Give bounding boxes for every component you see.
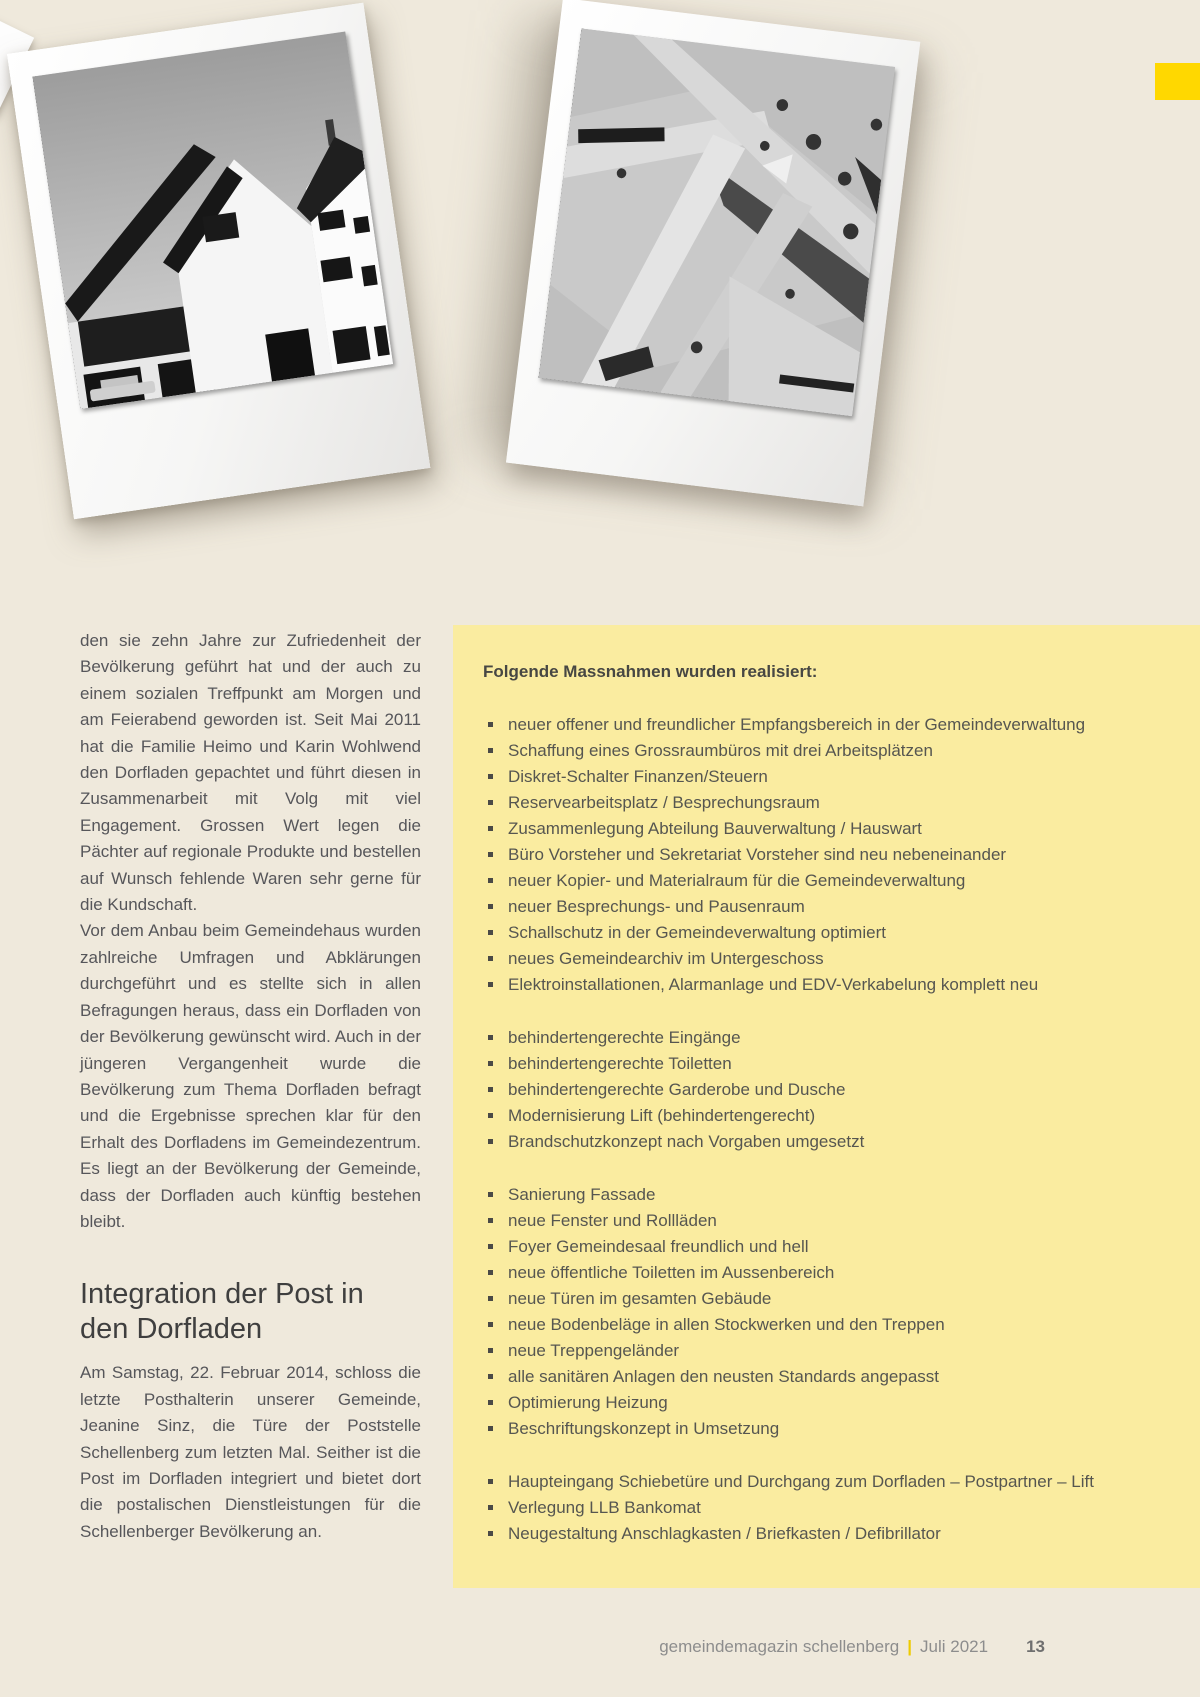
measure-item: Optimierung Heizung bbox=[488, 1390, 1160, 1416]
measure-item: Neugestaltung Anschlagkasten / Briefkasten / Defibrillator bbox=[488, 1521, 1160, 1547]
measure-item: behindertengerechte Eingänge bbox=[488, 1025, 1160, 1051]
footer-magazine-name: gemeindemagazin schellenberg bbox=[659, 1637, 900, 1656]
measure-item: Elektroinstallationen, Alarmanlage und EDV-Verkabelung komplett neu bbox=[488, 972, 1160, 998]
measure-item: Schaffung eines Grossraumbüros mit drei Arbeitsplätzen bbox=[488, 738, 1160, 764]
measure-item: neue Treppengeländer bbox=[488, 1338, 1160, 1364]
article-paragraph-3: Am Samstag, 22. Februar 2014, schloss die letzte Posthalterin unserer Gemeinde, Jeanine Sinz, die Türe der Poststelle Schellenberg zum letzten Mal. Seither ist die Post im Dorfladen integriert und bietet dort die postalischen Dienstleistungen für die Schellenberger Bevölkerung an. bbox=[80, 1363, 421, 1541]
footer-separator: | bbox=[907, 1637, 913, 1656]
measure-item: Haupteingang Schiebetüre und Durchgang zum Dorfladen – Postpartner – Lift bbox=[488, 1469, 1160, 1495]
article-paragraph-2: Vor dem Anbau beim Gemeindehaus wurden zahlreiche Umfragen und Abklärungen durchgeführt und es stellte sich in allen Befragungen heraus, dass ein Dorfladen von der Bevölkerung gewünscht wird. Auch in der jüngeren Vergangenheit wurde die Bevölkerung zum Thema Dorfladen befragt und die Ergebnisse sprechen klar für den Erhalt des Dorfladens im Gemeindezentrum. Es liegt an der Bevölkerung der Gemeinde, dass der Dorfladen auch künftig bestehen bleibt. bbox=[80, 921, 421, 1231]
roof-timber-photo bbox=[539, 28, 896, 416]
article-heading-line-1: Integration der Post in bbox=[80, 1278, 364, 1311]
article-column bbox=[80, 628, 421, 1545]
measure-item: Sanierung Fassade bbox=[488, 1182, 1160, 1208]
yellow-corner-tab bbox=[1155, 63, 1200, 100]
measure-item: neue öffentliche Toiletten im Aussenbereich bbox=[488, 1260, 1160, 1286]
measure-item: neuer Kopier- und Materialraum für die Gemeindeverwaltung bbox=[488, 868, 1160, 894]
measure-item: behindertengerechte Garderobe und Dusche bbox=[488, 1077, 1160, 1103]
page-number: 13 bbox=[1026, 1637, 1045, 1656]
measure-item: neue Fenster und Rollläden bbox=[488, 1208, 1160, 1234]
measures-group-2 bbox=[488, 1025, 1160, 1155]
measure-item: behindertengerechte Toiletten bbox=[488, 1051, 1160, 1077]
polaroid-photo-roof-timber bbox=[506, 0, 920, 506]
measure-item: Brandschutzkonzept nach Vorgaben umgesetzt bbox=[488, 1129, 1160, 1155]
measure-item: neues Gemeindearchiv im Untergeschoss bbox=[488, 946, 1160, 972]
measure-item: Foyer Gemeindesaal freundlich und hell bbox=[488, 1234, 1160, 1260]
measures-box-title: Folgende Massnahmen wurden realisiert: bbox=[483, 662, 818, 681]
measure-item: neue Bodenbeläge in allen Stockwerken und den Treppen bbox=[488, 1312, 1160, 1338]
measures-box bbox=[453, 625, 1200, 1588]
measure-item: Schallschutz in der Gemeindeverwaltung optimiert bbox=[488, 920, 1160, 946]
measure-item: Modernisierung Lift (behindertengerecht) bbox=[488, 1103, 1160, 1129]
polaroid-photo-house bbox=[7, 3, 430, 520]
measure-item: neuer offener und freundlicher Empfangsbereich in der Gemeindeverwaltung bbox=[488, 712, 1160, 738]
measure-item: Beschriftungskonzept in Umsetzung bbox=[488, 1416, 1160, 1442]
measures-group-4 bbox=[488, 1469, 1160, 1547]
footer-issue: Juli 2021 bbox=[920, 1637, 989, 1656]
measure-item: neuer Besprechungs- und Pausenraum bbox=[488, 894, 1160, 920]
article-heading bbox=[80, 1277, 421, 1347]
measures-group-1 bbox=[488, 712, 1160, 998]
measure-item: alle sanitären Anlagen den neusten Standards angepasst bbox=[488, 1364, 1160, 1390]
house-photo bbox=[32, 32, 393, 410]
article-paragraph-1: den sie zehn Jahre zur Zufriedenheit der Bevölkerung geführt hat und der auch zu einem sozialen Treffpunkt am Morgen und am Feierabend geworden ist. Seit Mai 2011 hat die Familie Heimo und Karin Wohlwend den Dorfladen gepachtet und führt diesen in Zusammenarbeit mit Volg mit viel Engagement. Grossen Wert legen die Pächter auf regionale Produkte und bestellen auf Wunsch fehlende Waren sehr gerne für die Kundschaft. bbox=[80, 631, 421, 915]
measure-item: Reservearbeitsplatz / Besprechungsraum bbox=[488, 790, 1160, 816]
page-footer bbox=[0, 1637, 1045, 1657]
measure-item: Diskret-Schalter Finanzen/Steuern bbox=[488, 764, 1160, 790]
measures-group-3 bbox=[488, 1182, 1160, 1442]
measure-item: Zusammenlegung Abteilung Bauverwaltung / Hauswart bbox=[488, 816, 1160, 842]
measure-item: Büro Vorsteher und Sekretariat Vorsteher sind neu nebeneinander bbox=[488, 842, 1160, 868]
measure-item: Verlegung LLB Bankomat bbox=[488, 1495, 1160, 1521]
article-heading-line-2: den Dorfladen bbox=[80, 1313, 263, 1346]
measure-item: neue Türen im gesamten Gebäude bbox=[488, 1286, 1160, 1312]
